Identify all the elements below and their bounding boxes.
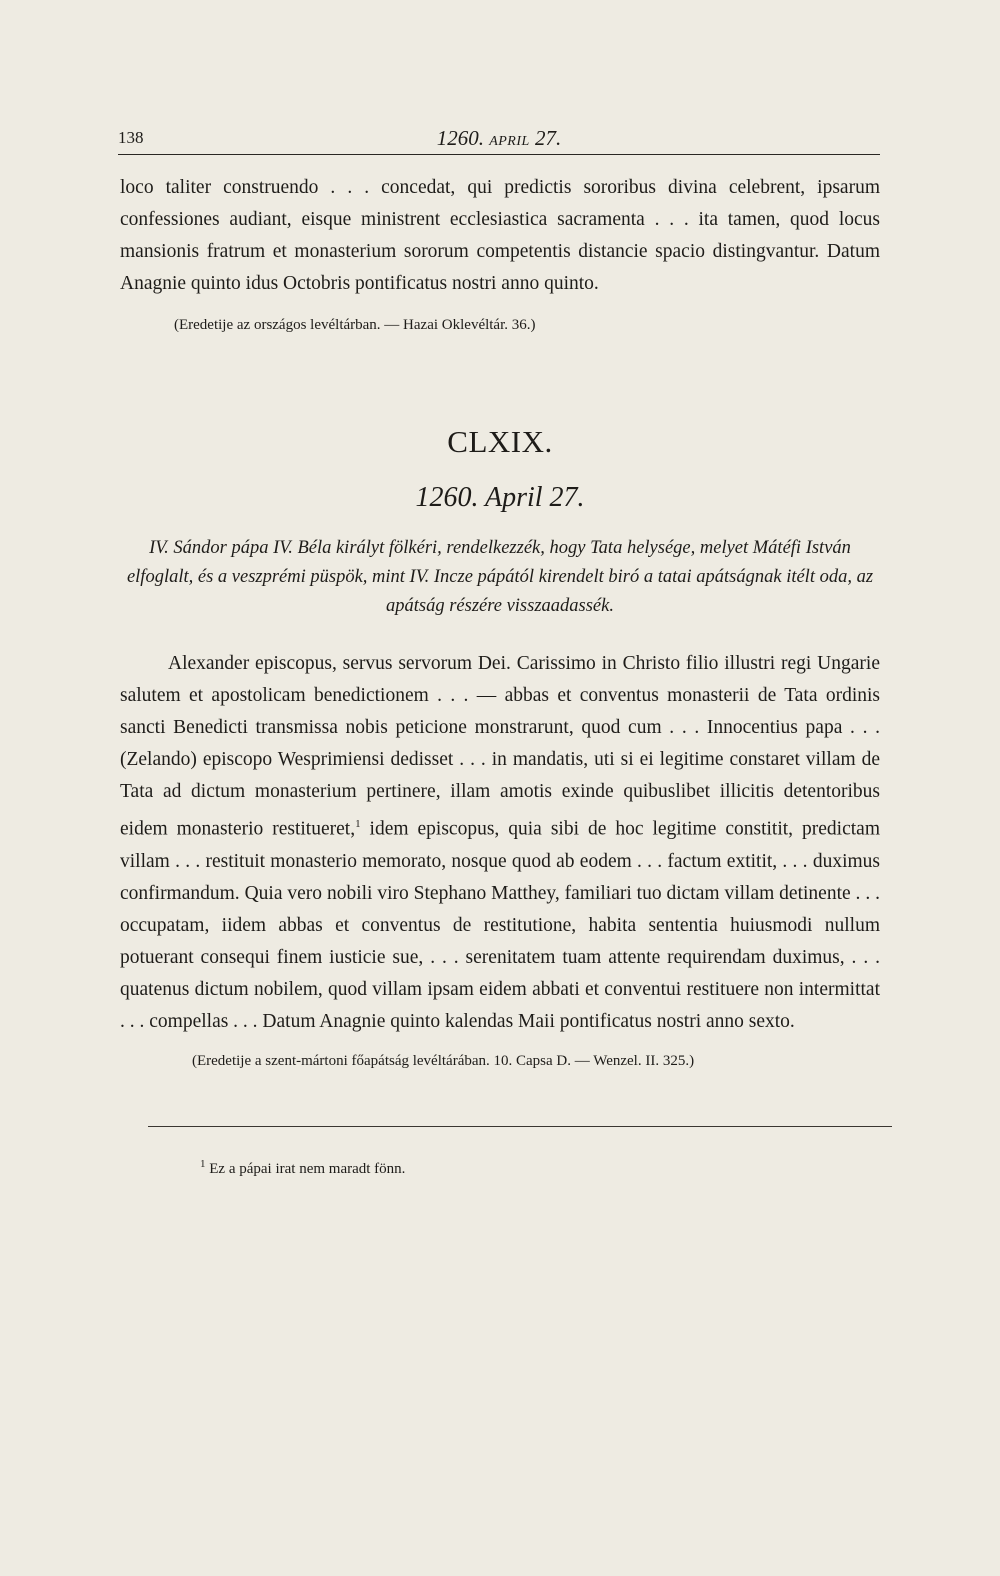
previous-document bbox=[120, 172, 880, 336]
previous-document-text: loco taliter construendo . . . concedat, qui predictis sororibus divina celebrent, ipsarum confessiones audiant, eisque ministrent ecclesiastica sacramenta . . . ita tamen, quod locus mansionis fratrum et monasterium sororum competentis distancie spacio distingvantur. Datum Anagnie quinto idus Octobris pontificatus nostri anno quinto. bbox=[120, 177, 880, 294]
footnote-marker: 1 bbox=[200, 1158, 206, 1170]
previous-document-source: (Eredetije az országos levéltárban. — Hazai Oklevéltár. 36.) bbox=[174, 317, 536, 333]
footnote-divider bbox=[148, 1126, 892, 1127]
page-header bbox=[118, 126, 880, 155]
document-summary: IV. Sándor pápa IV. Béla királyt fölkéri, rendelkezzék, hogy Tata helysége, melyet Mátéfi István elfoglalt, és a veszprémi püspök, mint IV. Incze pápától kirendelt biró a tatai apátságnak itélt oda, az apátság részére visszaadassék. bbox=[126, 538, 874, 616]
document-summary-block bbox=[120, 534, 880, 621]
page-number: 138 bbox=[118, 128, 144, 147]
document-date: 1260. April 27. bbox=[415, 482, 585, 513]
running-year: 1260. bbox=[436, 126, 484, 150]
document-body bbox=[120, 648, 880, 1038]
running-day: 27. bbox=[535, 126, 562, 150]
footnote bbox=[200, 1158, 405, 1178]
document-source: (Eredetije a szent-mártoni főapátság levéltárában. 10. Capsa D. — Wenzel. II. 325.) bbox=[192, 1052, 695, 1069]
document-number: CLXIX. bbox=[447, 424, 553, 459]
footnote-text: Ez a pápai irat nem maradt fönn. bbox=[205, 1161, 406, 1177]
footnote-reference: 1 bbox=[355, 818, 361, 830]
running-title bbox=[118, 126, 880, 151]
document-body-part-2: idem episcopus, quia sibi de hoc legitime constitit, predictam villam . . . restituit monasterio memorato, nosque quod ab eodem . . . factum extitit, . . . duximus confirmandum. Quia vero nobili viro Stephano Matthey, familiari tuo dictam villam detinente . . . occupatam, iidem abbas et conventus de restitutione, habita sententia huiusmodi nullum potuerant consequi finem iusticie sue, . . . serenitatem tuam attente requirendam duximus, . . . quatenus dictum nobilem, quod villam ipsam eidem abbati et conventui restituere non intermittat . . . compellas . . . Datum Anagnie quinto kalendas Maii pontificatus nostri anno sexto. bbox=[120, 818, 880, 1032]
document-body-block bbox=[120, 648, 880, 1072]
running-month: APRIL bbox=[489, 134, 530, 149]
document-body-part-1: Alexander episcopus, servus servorum Dei. Carissimo in Christo filio illustri regi Ungarie salutem et apostolicam benedictionem . . . — abbas et conventus monasterii de Tata ordinis sancti Benedicti transmissa nobis peticione monstrarunt, quod cum . . . Innocentius papa . . . (Zelando) episcopo Wesprimiensi dedisset . . . in mandatis, uti si ei legitime constaret villam de Tata ad dictum monasterium pertinere, illam amotis exinde quibuslibet illicitis detentoribus eidem monasterio restitueret, bbox=[120, 653, 880, 840]
